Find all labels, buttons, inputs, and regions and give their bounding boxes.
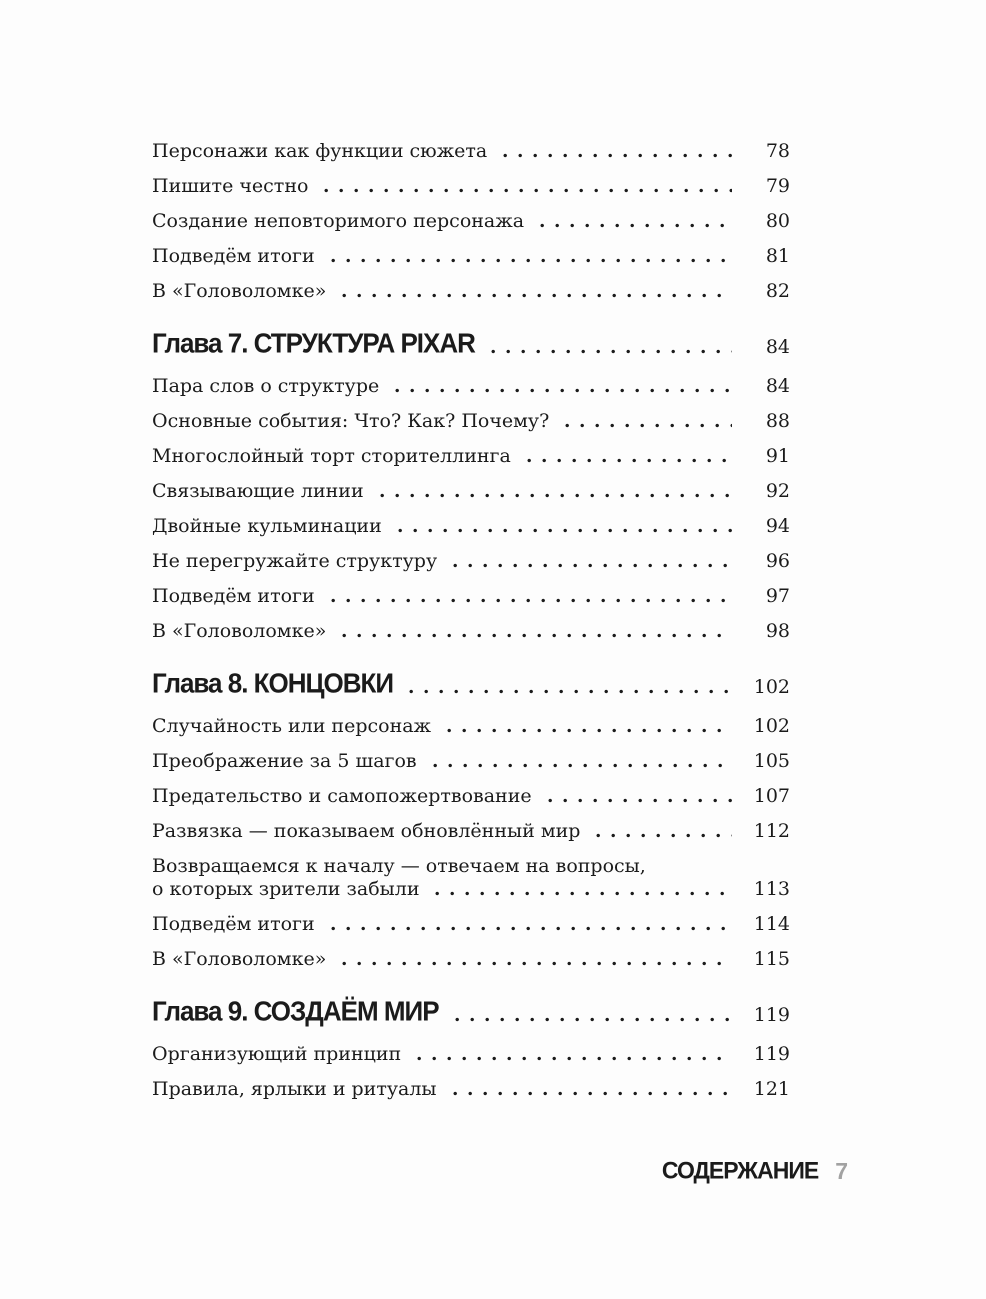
toc-entry-row: [152, 515, 790, 537]
toc-entry-row: [152, 280, 790, 302]
toc-entry-page: 105: [753, 750, 790, 772]
toc: [152, 140, 790, 1113]
dot-leader: [447, 1091, 732, 1096]
toc-entry-page: 94: [765, 515, 790, 537]
dot-leader: [336, 961, 732, 966]
toc-entry-row: [152, 550, 790, 572]
dot-leader: [521, 458, 732, 463]
toc-entry-page: 102: [753, 715, 790, 737]
toc-entry-row: [152, 1078, 790, 1100]
toc-entry-page: 81: [765, 245, 790, 267]
toc-entry-row: [152, 913, 790, 935]
toc-entry-title: Подведём итоги: [152, 585, 315, 607]
dot-leader: [318, 188, 732, 193]
toc-entry-page: 78: [765, 140, 790, 162]
toc-entry-row: [152, 715, 790, 737]
toc-entry: [152, 140, 790, 162]
toc-entry: [152, 175, 790, 197]
toc-entry-page: 97: [765, 585, 790, 607]
toc-entry-row: [152, 820, 790, 842]
toc-entry-page: 91: [765, 445, 790, 467]
toc-entry: [152, 948, 790, 970]
toc-entry: [152, 375, 790, 397]
dot-leader: [411, 1056, 732, 1061]
toc-entry-page: 114: [753, 913, 790, 935]
toc-entry-page: 79: [765, 175, 790, 197]
toc-chapter-row: [152, 328, 790, 360]
toc-entry-title: Случайность или персонаж: [152, 715, 432, 737]
toc-entry: [152, 750, 790, 772]
toc-entry-row: [152, 210, 790, 232]
dot-leader: [336, 293, 732, 298]
toc-chapter-row: [152, 668, 790, 700]
toc-entry: [152, 1078, 790, 1100]
toc-entry-title: Связывающие линии: [152, 480, 364, 502]
toc-entry: [152, 280, 790, 302]
toc-entry-row: [152, 445, 790, 467]
toc-entry-page: 82: [765, 280, 790, 302]
dot-leader: [374, 493, 732, 498]
toc-entry-row: [152, 948, 790, 970]
toc-entry-title: Организующий принцип: [152, 1043, 402, 1065]
toc-entry: [152, 410, 790, 432]
dot-leader: [497, 153, 732, 158]
dot-leader: [559, 423, 732, 428]
dot-leader: [441, 728, 732, 733]
toc-chapter-row: [152, 996, 790, 1028]
toc-entry: [152, 210, 790, 232]
toc-entry-row: [152, 620, 790, 642]
toc-entry-title: Подведём итоги: [152, 245, 315, 267]
toc-entry-title: Преображение за 5 шагов: [152, 750, 417, 772]
toc-entry: [152, 515, 790, 537]
toc-entry-row: [152, 585, 790, 607]
toc-entry: [152, 445, 790, 467]
toc-entry-page: 112: [753, 820, 790, 842]
toc-entry-title: Пара слов о структуре: [152, 375, 380, 397]
dot-leader: [325, 598, 732, 603]
toc-section: [152, 328, 790, 642]
toc-entry: [152, 1043, 790, 1065]
toc-entry: [152, 820, 790, 842]
toc-entry-title: Пишите честно: [152, 175, 309, 197]
dot-leader: [392, 528, 732, 533]
toc-entry: [152, 785, 790, 807]
toc-chapter-title: Глава 7. СТРУКТУРА PIXAR: [152, 327, 475, 359]
toc-entry-title: Двойные кульминации: [152, 515, 382, 537]
dot-leader: [427, 763, 732, 768]
toc-entry: [152, 715, 790, 737]
toc-entry-page: 107: [753, 785, 790, 807]
toc-chapter-title: Глава 8. КОНЦОВКИ: [152, 667, 394, 699]
page-footer: [662, 1158, 848, 1185]
toc-entry: [152, 913, 790, 935]
toc-entry: [152, 585, 790, 607]
toc-entry-title: Многослойный торт сторителлинга: [152, 445, 511, 467]
toc-entry-page: 88: [765, 410, 790, 432]
toc-chapter-page: 84: [765, 336, 790, 358]
toc-entry-row: [152, 1043, 790, 1065]
toc-entry-page: 119: [753, 1043, 790, 1065]
dot-leader: [325, 926, 732, 931]
toc-entry-title: Правила, ярлыки и ритуалы: [152, 1078, 437, 1100]
toc-entry-page: 115: [753, 948, 790, 970]
dot-leader: [542, 798, 732, 803]
toc-entry: [152, 620, 790, 642]
toc-chapter-page: 119: [753, 1004, 790, 1026]
toc-entry-title: Создание неповторимого персонажа: [152, 210, 525, 232]
toc-entry-title: Развязка — показываем обновлённый мир: [152, 820, 581, 842]
footer-section-label: СОДЕРЖАНИЕ: [661, 1156, 819, 1184]
toc-entry-page: 84: [765, 375, 790, 397]
toc-entry-title: Возвращаемся к началу — отвечаем на вопросы,: [152, 855, 646, 877]
toc-entry-title: Предательство и самопожертвование: [152, 785, 532, 807]
toc-section: [152, 140, 790, 302]
toc-chapter-title: Глава 9. СОЗДАЁМ МИР: [152, 995, 439, 1027]
toc-entry-title: В «Головоломке»: [152, 620, 327, 642]
toc-entry-page: 92: [765, 480, 790, 502]
toc-entry: [152, 855, 790, 900]
toc-entry: [152, 245, 790, 267]
toc-entry-page: 80: [765, 210, 790, 232]
toc-entry-row: [152, 410, 790, 432]
toc-entry-row: [152, 245, 790, 267]
toc-entry-title: о которых зрители забыли: [152, 878, 420, 900]
toc-section: [152, 668, 790, 970]
dot-leader: [447, 563, 732, 568]
toc-entry-title: Персонажи как функции сюжета: [152, 140, 488, 162]
dot-leader: [403, 689, 732, 694]
toc-entry-row: [152, 785, 790, 807]
toc-chapter-page: 102: [753, 676, 790, 698]
toc-section: [152, 996, 790, 1100]
toc-entry-row: [152, 750, 790, 772]
dot-leader: [336, 633, 732, 638]
toc-entry-row: [152, 480, 790, 502]
toc-entry: [152, 480, 790, 502]
toc-entry-page: 98: [765, 620, 790, 642]
toc-entry-title: Не перегружайте структуру: [152, 550, 438, 572]
toc-entry-title: В «Головоломке»: [152, 280, 327, 302]
toc-entry-title: Основные события: Что? Как? Почему?: [152, 410, 550, 432]
toc-entry-page: 113: [753, 878, 790, 900]
dot-leader: [449, 1017, 732, 1022]
toc-entry-title: В «Головоломке»: [152, 948, 327, 970]
toc-entry-page: 121: [753, 1078, 790, 1100]
toc-entry-title: Подведём итоги: [152, 913, 315, 935]
toc-entry-row: [152, 878, 790, 900]
toc-entry: [152, 550, 790, 572]
footer-page-number: 7: [835, 1158, 848, 1184]
toc-entry-row: [152, 175, 790, 197]
dot-leader: [590, 833, 732, 838]
dot-leader: [325, 258, 732, 263]
dot-leader: [534, 223, 732, 228]
toc-entry-row: [152, 375, 790, 397]
dot-leader: [389, 388, 732, 393]
toc-entry-row: [152, 140, 790, 162]
toc-entry-page: 96: [765, 550, 790, 572]
dot-leader: [429, 891, 732, 896]
dot-leader: [485, 349, 732, 354]
